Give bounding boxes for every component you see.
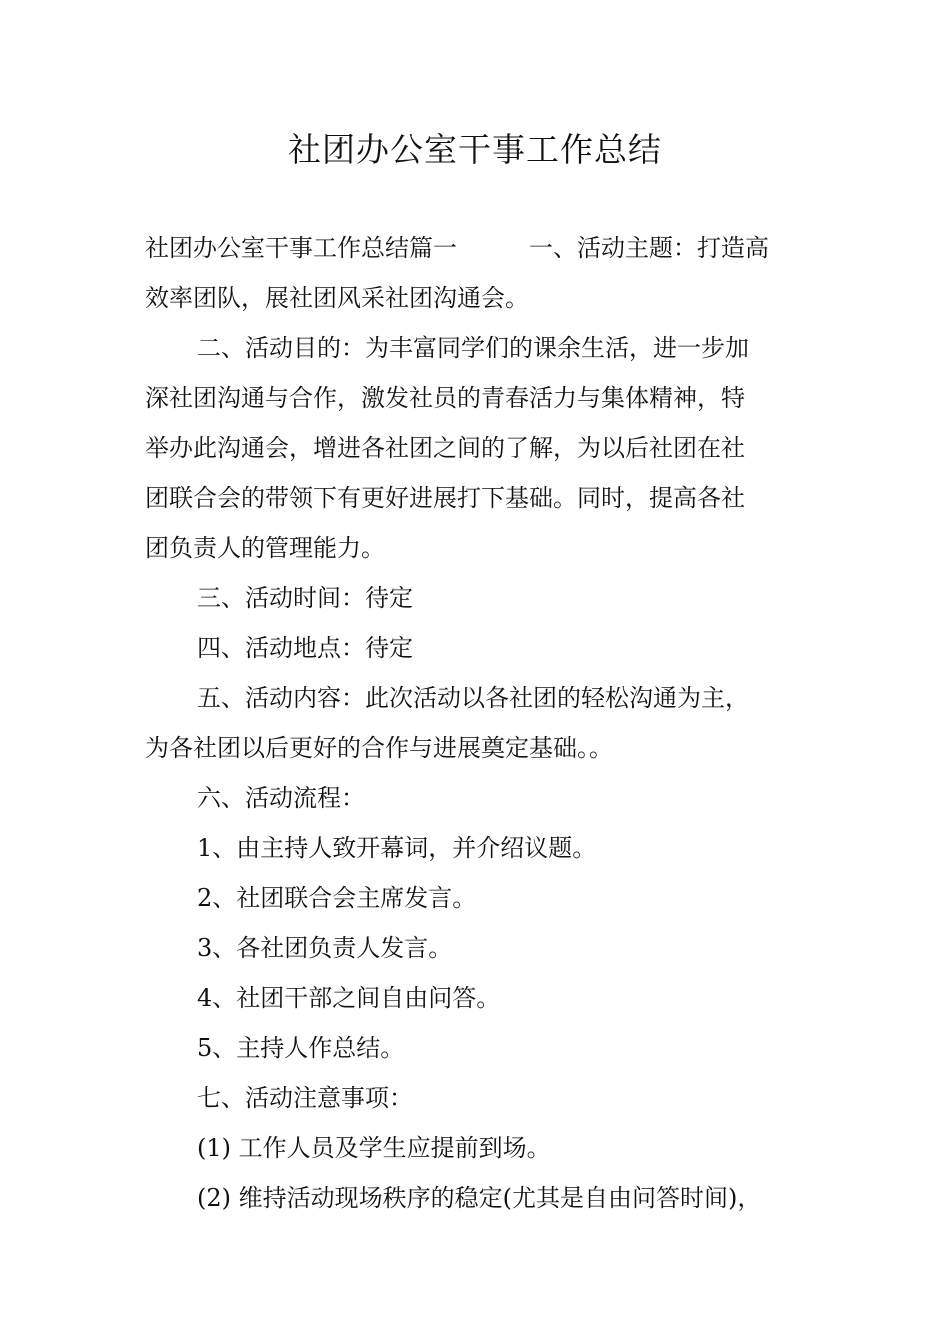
paragraph-line: 五、活动内容：此次活动以各社团的轻松沟通为主， bbox=[197, 684, 749, 712]
paragraph-line: 二、活动目的：为丰富同学们的课余生活，进一步加 bbox=[197, 334, 749, 362]
list-item: 2、社团联合会主席发言。 bbox=[197, 884, 477, 912]
paragraph-line: 七、活动注意事项： bbox=[197, 1084, 413, 1112]
list-item: (2) 维持活动现场秩序的稳定(尤其是自由问答时间)， bbox=[197, 1184, 762, 1212]
paragraph-line: 团联合会的带领下有更好进展打下基础。同时，提高各社 bbox=[145, 484, 745, 512]
paragraph-line: 团负责人的管理能力。 bbox=[145, 534, 385, 562]
list-item: 3、各社团负责人发言。 bbox=[197, 934, 453, 962]
paragraph-line: 效率团队，展社团风采社团沟通会。 bbox=[145, 284, 529, 312]
text-run: 一、活动主题：打造高 bbox=[529, 234, 769, 262]
list-item: 4、社团干部之间自由问答。 bbox=[197, 984, 501, 1012]
paragraph-line: 深社团沟通与合作，激发社员的青春活力与集体精神，特 bbox=[145, 384, 745, 412]
document-title: 社团办公室干事工作总结 bbox=[288, 130, 662, 169]
paragraph-line: 四、活动地点：待定 bbox=[197, 634, 413, 662]
paragraph-line: 举办此沟通会，增进各社团之间的了解，为以后社团在社 bbox=[145, 434, 745, 462]
list-item: (1) 工作人员及学生应提前到场。 bbox=[197, 1134, 551, 1162]
list-item: 5、主持人作总结。 bbox=[197, 1034, 405, 1062]
paragraph-line: 三、活动时间：待定 bbox=[197, 584, 413, 612]
list-item: 1、由主持人致开幕词，并介绍议题。 bbox=[197, 834, 597, 862]
paragraph-line: 为各社团以后更好的合作与进展奠定基础。。 bbox=[145, 734, 613, 762]
text-run: 社团办公室干事工作总结篇一 bbox=[145, 234, 457, 262]
paragraph-line: 六、活动流程： bbox=[197, 784, 365, 812]
document-body bbox=[145, 223, 811, 1223]
paragraph-line bbox=[145, 223, 811, 273]
